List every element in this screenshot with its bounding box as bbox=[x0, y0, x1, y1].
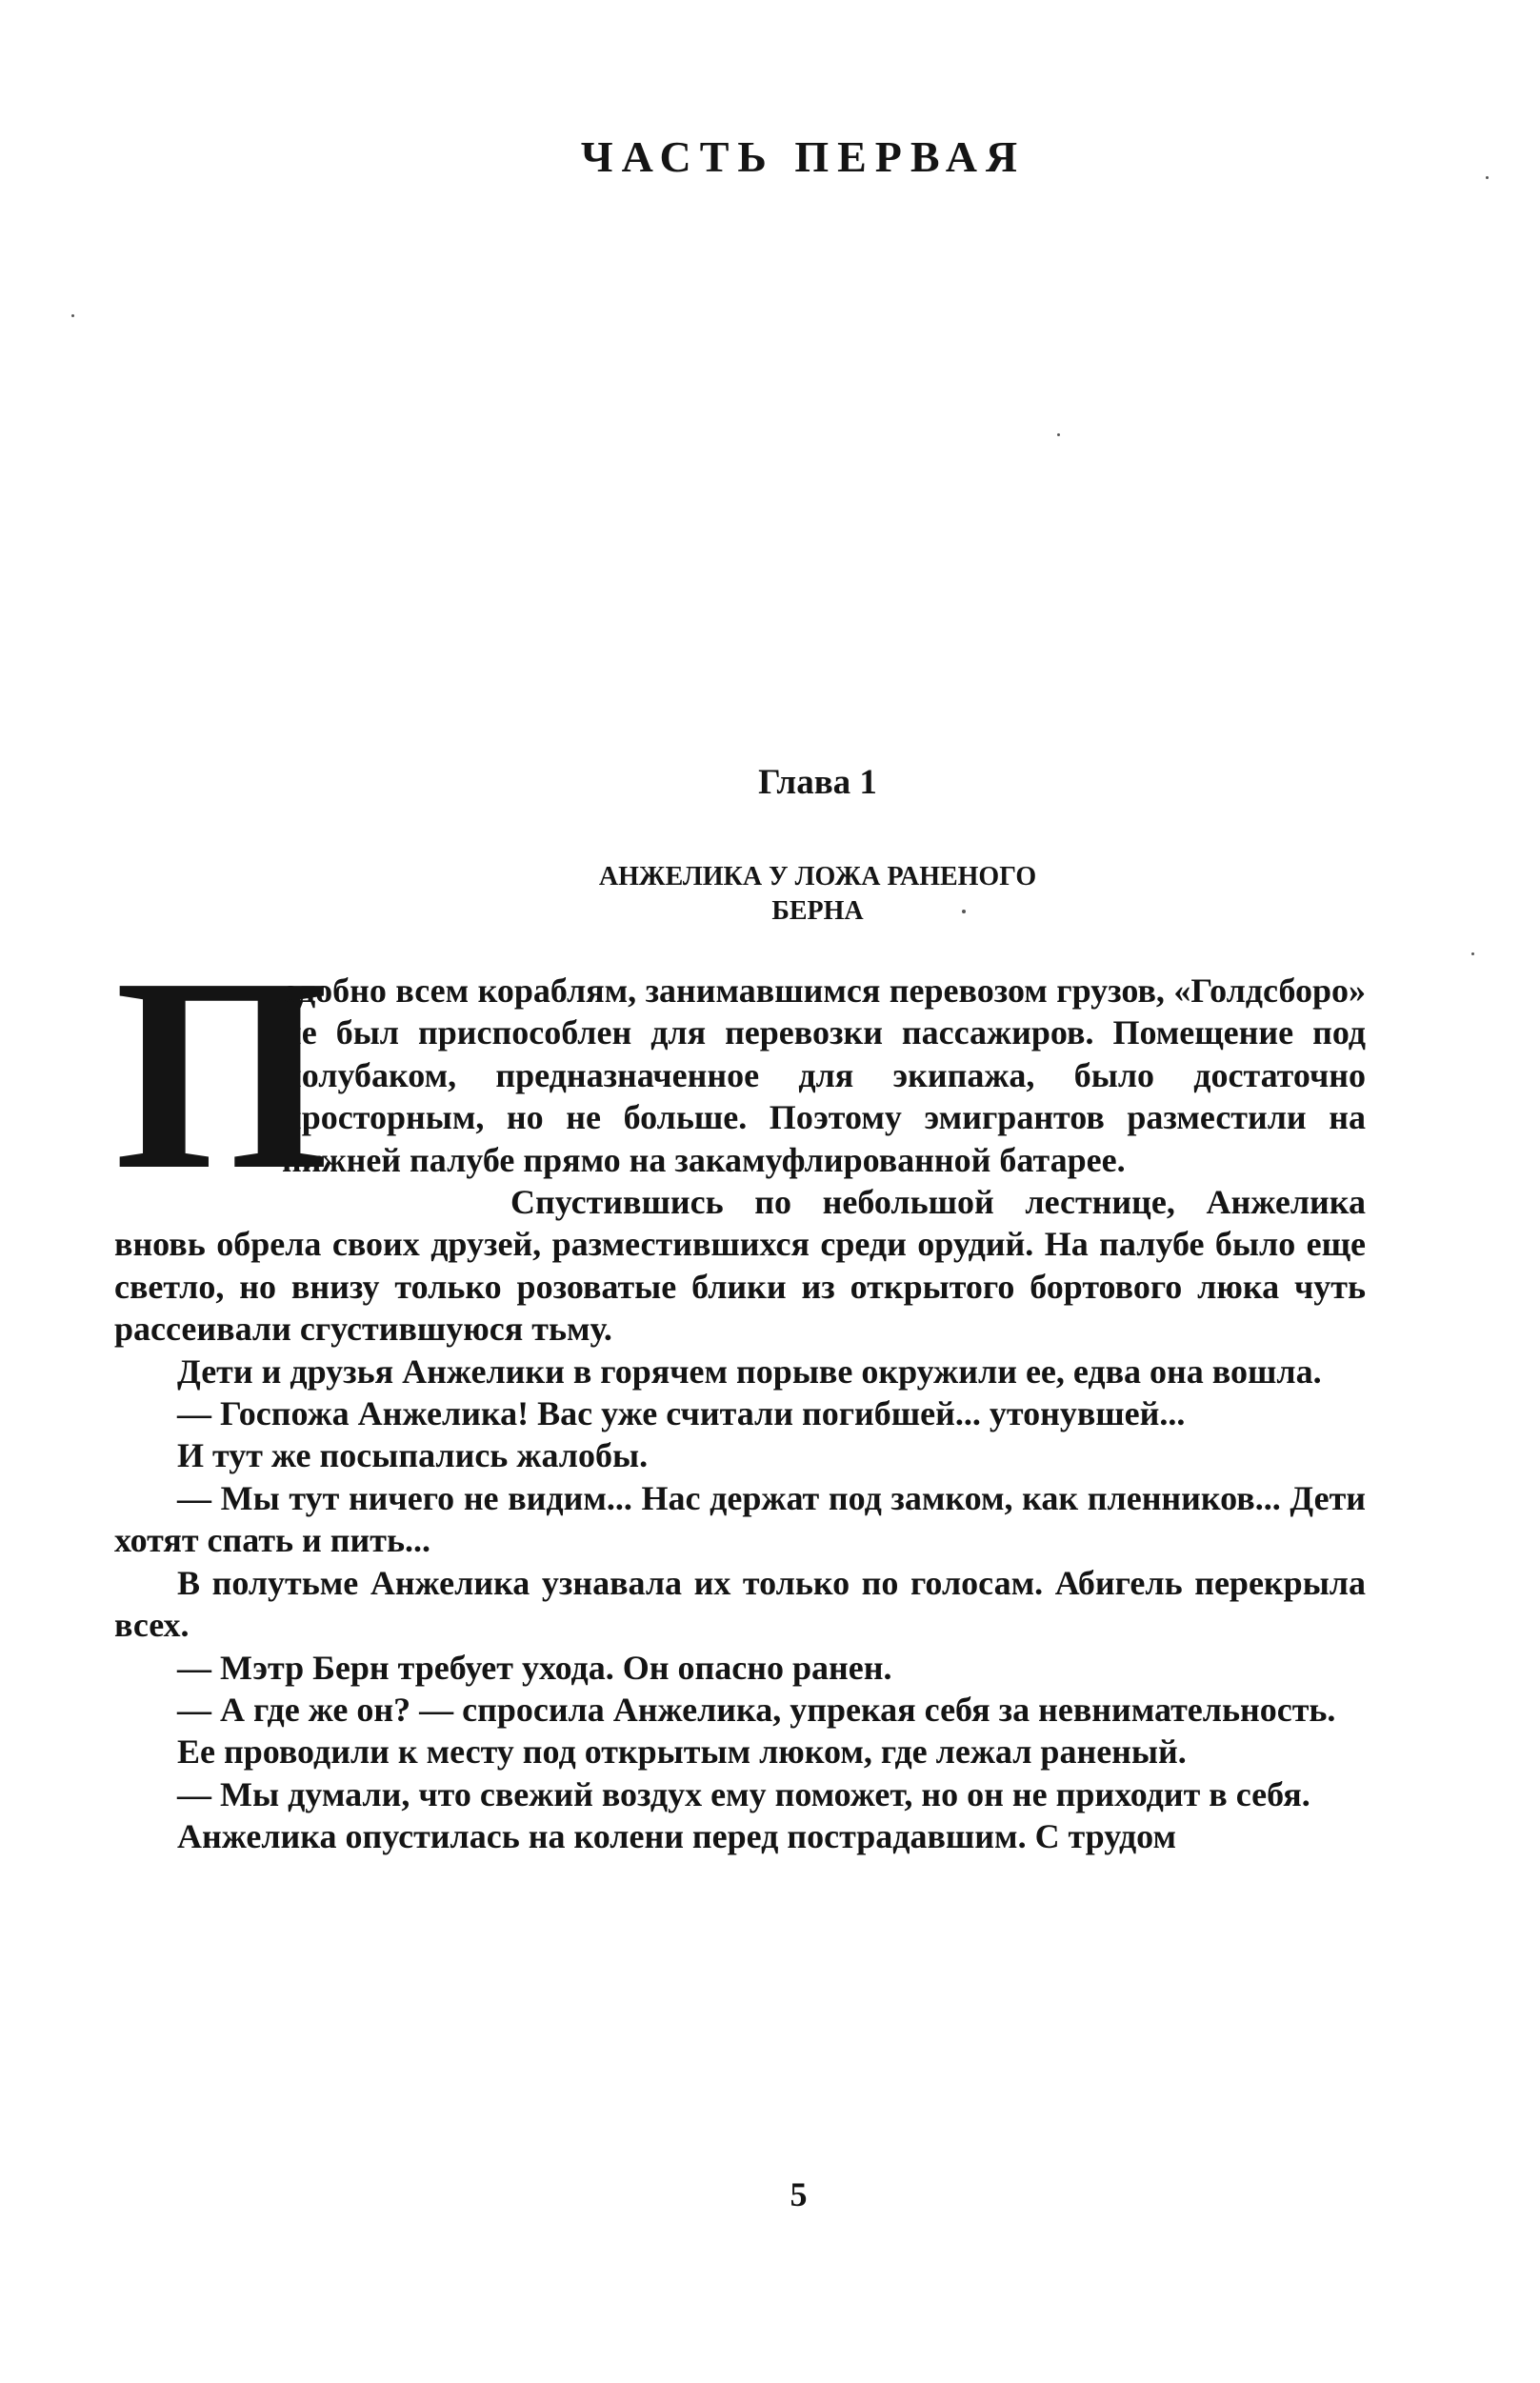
chapter-subtitle bbox=[0, 860, 1540, 929]
part-title: ЧАСТЬ ПЕРВАЯ bbox=[580, 132, 1027, 181]
paragraph: — Госпожа Анжелика! Вас уже считали погибшей... утонувшей... bbox=[177, 1394, 1186, 1433]
paragraph: Анжелика опустилась на колени перед пострадавшим. С трудом bbox=[177, 1817, 1177, 1856]
scan-speck bbox=[1486, 176, 1489, 179]
paragraph: Дети и друзья Анжелики в горячем порыве окружили ее, едва она вошла. bbox=[177, 1352, 1322, 1391]
paragraph: — Мы тут ничего не видим... Нас держат под замком, как пленников... Дети хотят спать и пить... bbox=[114, 1478, 1366, 1560]
body-text bbox=[114, 921, 1366, 1858]
scan-speck bbox=[71, 314, 74, 317]
paragraph: — Мы думали, что свежий воздух ему поможет, но он не приходит в себя. bbox=[177, 1774, 1310, 1813]
paragraph: В полутьме Анжелика узнавала их только по голосам. Абигель перекрыла всех. bbox=[114, 1563, 1366, 1645]
paragraph: Спустившись по небольшой лестнице, Анжелика вновь обрела своих друзей, разместившихся среди орудий. На палубе было еще светло, но внизу только розоватые блики из открытого бортового люка чуть рассеивали сгустившуюся тьму. bbox=[114, 1183, 1366, 1349]
chapter-subtitle-line-2: БЕРНА bbox=[771, 896, 864, 926]
chapter-title: Глава 1 bbox=[758, 763, 877, 802]
page-number: 5 bbox=[790, 2175, 808, 2213]
paragraph: Ее проводили к месту под открытым люком, где лежал раненый. bbox=[177, 1732, 1187, 1772]
scan-speck bbox=[1471, 952, 1474, 955]
paragraph: одобно всем кораблям, занимавшимся перевозом грузов, «Голдсборо» не был приспособлен для перевозки пассажиров. Помещение под полубаком, предназначенное для экипажа, было достаточно просторным, но не больше. Поэтому эмигрантов разместили на нижней палубе прямо на закамуфлированной батарее. bbox=[282, 971, 1366, 1179]
paragraph: — Мэтр Берн требует ухода. Он опасно ранен. bbox=[177, 1648, 892, 1687]
paragraph: И тут же посыпались жалобы. bbox=[177, 1436, 649, 1475]
scan-speck bbox=[962, 910, 966, 913]
scan-speck bbox=[1057, 433, 1060, 436]
chapter-subtitle-line-1: АНЖЕЛИКА У ЛОЖА РАНЕНОГО bbox=[598, 862, 1037, 891]
paragraph: — А где же он? — спросила Анжелика, упрекая себя за невнимательность. bbox=[177, 1690, 1336, 1729]
opening-paragraph bbox=[114, 921, 1366, 1227]
drop-cap: П bbox=[114, 921, 330, 1227]
